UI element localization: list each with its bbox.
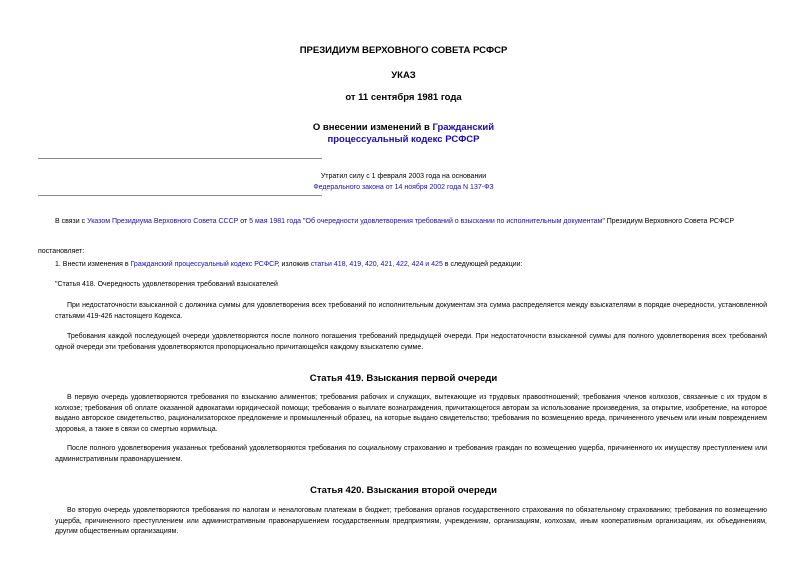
title-prefix: О внесении изменений в — [312, 122, 433, 133]
item-1 — [55, 260, 775, 271]
article-419-paragraph-2 — [55, 444, 767, 465]
preamble-text: от — [238, 218, 250, 225]
article-419-paragraph-1 — [55, 393, 767, 435]
preamble — [55, 217, 775, 228]
decree-title-link[interactable]: Об очередности удовлетворения требований о взыскании по исполнительным документам — [305, 218, 603, 225]
item-1-text: в следующей редакции: — [442, 261, 523, 268]
document-date: от 11 сентября 1981 года — [345, 92, 462, 103]
article-418-paragraph-1 — [55, 301, 767, 322]
paragraph-text: В первую очередь удовлетворяются требования по взысканию алиментов; требования рабочих и служащих, вытекающие из трудовых правоотношений; требования членов колхозов, связанные с их трудом в колхозе; требования об оплате оказанной адвокатами юридической помощи; требования о выплате вознаграждения, причитающегося авторам за использование произведения, за открытие, изобретение, на которое выдано авторское свидетельство, рационализаторское предложение и промышленный образец, на которые выдано свидетельство; требования по возмещению вреда, причиненного увечьем или иным повреждением здоровья, а также в связи со смертью кормильца. — [55, 394, 767, 433]
bottom-divider — [38, 195, 322, 196]
ussr-decree-link[interactable]: Указом Президиума Верховного Совета СССР — [87, 218, 239, 225]
top-divider — [38, 158, 322, 159]
paragraph-text: После полного удовлетворения указанных требований удовлетворяются требования по социальному страхованию и требования граждан по возмещению ущерба, причиненного их имуществу преступлением или административным правонарушением. — [55, 445, 767, 463]
article-418-paragraph-2 — [55, 332, 767, 353]
paragraph-text: При недостаточности взысканной с должника суммы для удовлетворения всех требований по исполнительным документам эта сумма распределяется между взыскателями в порядке очередности, установленной статьями 419-426 настоящего Кодекса. — [55, 302, 767, 320]
item-1-text: , изложив — [277, 261, 311, 268]
repeal-law-link[interactable]: Федерального закона от 14 ноября 2002 года N 137-ФЗ — [313, 183, 494, 191]
paragraph-text: Требования каждой последующей очереди удовлетворяются после полного погашения требований предыдущей очереди. При недостаточности взысканной суммы для полного удовлетворения всех требований одной очереди эти требования удовлетворяются пропорционально причитающейся каждому взыскателю сумме. — [55, 333, 767, 351]
preamble-text: В связи с — [55, 218, 88, 225]
preamble-text: " Президиум Верховного Совета РСФСР — [602, 218, 735, 225]
status-note — [0, 172, 807, 193]
paragraph-text: Во вторую очередь удовлетворяются требования по налогам и неналоговым платежам в бюджет; требования органов государственного страхования по обязательному страхованию; требования по возмещению ущерба, причиненного преступлением или административным правонарушением государственным предприятиям, учреждениям, организациям, колхозам, иным кооперативным организациям, их объединениям, другим общественным организациям. — [55, 507, 767, 535]
decree-date-link[interactable]: 5 мая 1981 года — [249, 218, 302, 225]
title-link[interactable]: Гражданский — [432, 122, 495, 133]
articles-link[interactable]: статьи 418, 419, 420, 421, 422, 424 и 425 — [310, 261, 443, 268]
document-title — [0, 122, 807, 146]
document-type: УКАЗ — [391, 70, 416, 81]
article-418-title: "Статья 418. Очередность удовлетворения требований взыскателей — [55, 281, 278, 288]
issuing-authority: ПРЕЗИДИУМ ВЕРХОВНОГО СОВЕТА РСФСР — [299, 45, 508, 56]
resolves-label: постановляет: — [38, 248, 85, 255]
status-text: Утратил силу с 1 февраля 2003 года на основании — [320, 173, 487, 180]
title-link-continued[interactable]: процессуальный кодекс РСФСР — [327, 134, 480, 145]
civil-procedure-code-link[interactable]: Гражданский процессуальный кодекс РСФСР — [130, 261, 278, 268]
item-1-text: 1. Внести изменения в — [55, 261, 131, 268]
preamble-text: " — [301, 218, 306, 225]
article-420-heading: Статья 420. Взыскания второй очереди — [310, 485, 497, 496]
article-419-heading: Статья 419. Взыскания первой очереди — [309, 373, 498, 384]
article-420-paragraph-1 — [55, 506, 767, 538]
